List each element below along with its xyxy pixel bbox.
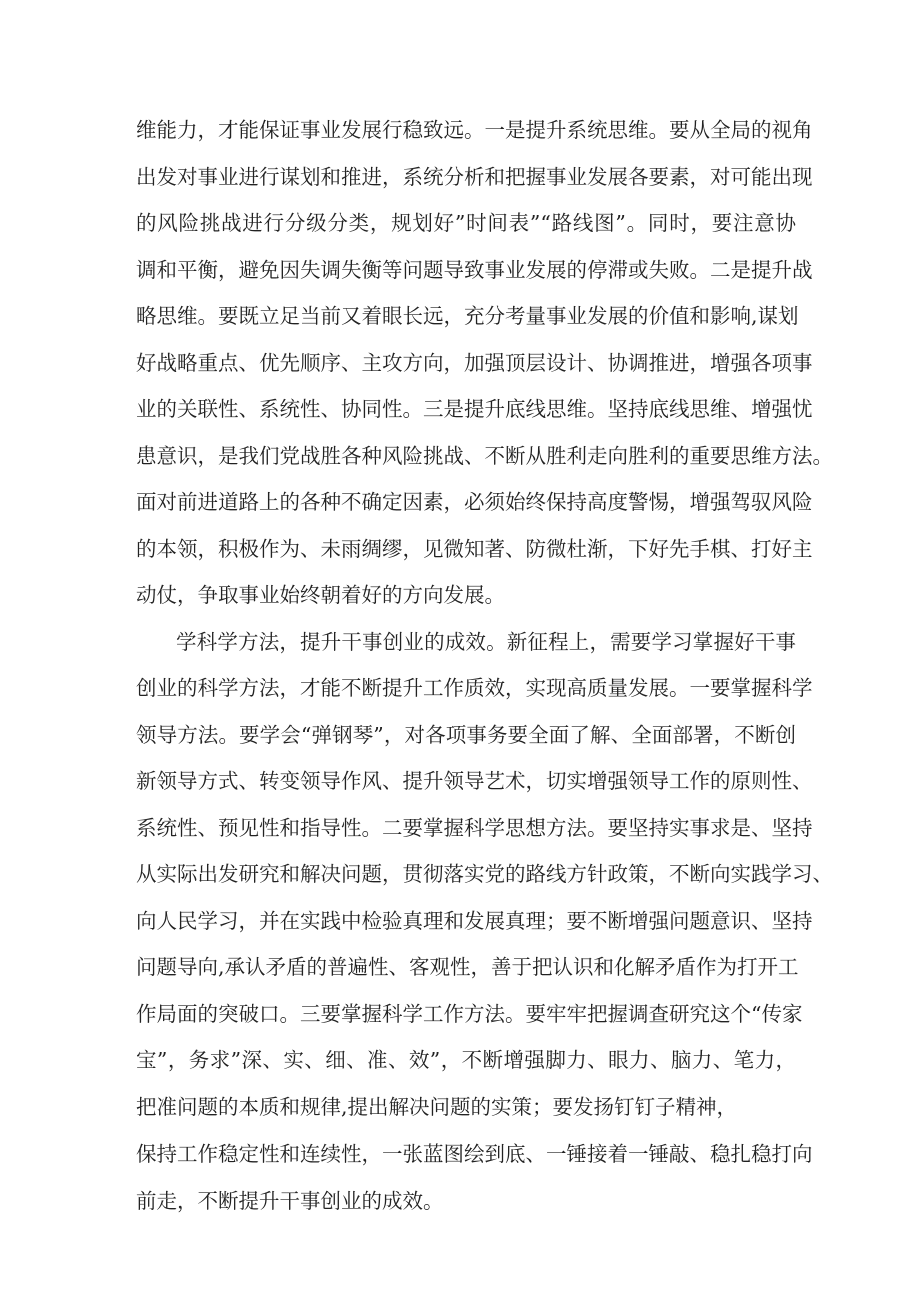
text-line: 动仗，争取事业始终朝着好的方向发展。 (136, 583, 505, 607)
text-line: 前走，不断提升干事创业的成效。 (136, 1189, 444, 1213)
text-line: 业的关联性、系统性、协同性。三是提升底线思维。坚持底线思维、增强忧 (136, 397, 813, 421)
text-line: 宝”，务求”深、实、细、准、效”，不断增强脚力、眼力、脑力、笔力， (136, 1048, 796, 1072)
text-line: 保持工作稳定性和连续性，一张蓝图绘到底、一锤接着一锤敲、稳扎稳打向 (136, 1142, 813, 1166)
text-line: 创业的科学方法，才能不断提升工作质效，实现高质量发展。一要掌握科学 (136, 676, 813, 700)
text-line: 领导方法。要学会“弹钢琴”，对各项事务要全面了解、全面部署，不断创 (136, 723, 796, 747)
text-line: 系统性、预见性和指导性。二要掌握科学思想方法。要坚持实事求是、坚持 (136, 816, 813, 840)
text-line: 调和平衡，避免因失调失衡等问题导致事业发展的停滞或失败。二是提升战 (136, 258, 813, 282)
text-line: 向人民学习，并在实践中检验真理和发展真理；要不断增强问题意识、坚持 (136, 909, 813, 933)
text-line: 面对前进道路上的各种不确定因素，必须始终保持高度警惕，增强驾驭风险 (136, 490, 813, 514)
text-line: 维能力，才能保证事业发展行稳致远。一是提升系统思维。要从全局的视角 (136, 118, 813, 142)
text-line: 出发对事业进行谋划和推进，系统分析和把握事业发展各要素，对可能出现 (136, 165, 813, 189)
paragraph-start-line: 学科学方法，提升干事创业的成效。新征程上，需要学习掌握好干事 (176, 630, 796, 654)
text-line: 略思维。要既立足当前又着眼长远，充分考量事业发展的价值和影响,谋划 (136, 304, 799, 328)
text-line: 新领导方式、转变领导作风、提升领导艺术，切实增强领导工作的原则性、 (136, 769, 813, 793)
text-line: 好战略重点、优先顺序、主攻方向，加强顶层设计、协调推进，增强各项事 (136, 351, 813, 375)
text-line: 的本领，积极作为、未雨绸缪，见微知著、防微杜渐，下好先手棋、打好主 (136, 537, 813, 561)
text-line: 从实际出发研究和解决问题，贯彻落实党的路线方针政策，不断向实践学习、 (136, 862, 833, 886)
text-line: 问题导向,承认矛盾的普遍性、客观性，善于把认识和化解矛盾作为打开工 (136, 955, 799, 979)
text-line: 的风险挑战进行分级分类，规划好”时间表”“路线图”。同时，要注意协 (136, 211, 796, 235)
text-line: 把准问题的本质和规律,提出解决问题的实策；要发扬钉钉子精神， (136, 1095, 738, 1119)
text-line: 患意识，是我们党战胜各种风险挑战、不断从胜利走向胜利的重要思维方法。 (136, 444, 833, 468)
text-line: 作局面的突破口。三要掌握科学工作方法。要牢牢把握调查研究这个“传家 (136, 1002, 803, 1026)
